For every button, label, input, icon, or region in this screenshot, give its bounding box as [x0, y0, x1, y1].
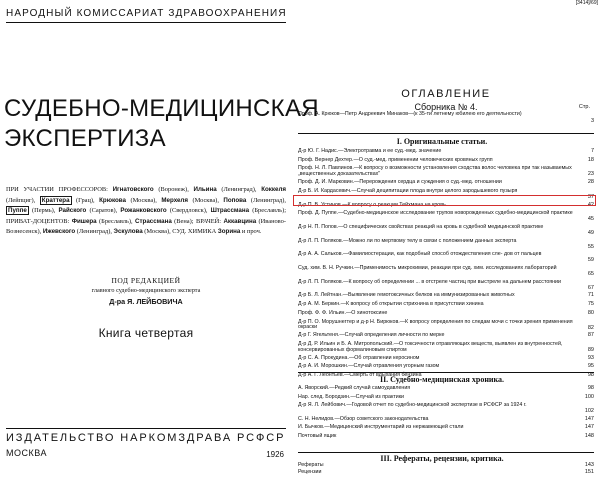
- toc-entry-page: 143: [584, 462, 594, 468]
- toc-entry-page: 147: [584, 415, 594, 422]
- participants-text: (Ленинград),: [75, 228, 114, 236]
- toc-entry: [298, 211, 598, 223]
- participant-name: Райского: [58, 207, 87, 215]
- participants-text: (Бреславль); ПРИВАТ-ДОЦЕНТОВ:: [6, 207, 286, 225]
- editor-role: главного судебно-медицинского эксперта: [91, 287, 201, 294]
- page-column-label: Стр.: [578, 104, 590, 110]
- toc-entry-text: Д-р Д. Р. Ильин и Б. А. Митропольский.—О токсичности отравляющих веществ, выявлен из внутренностей, консервированных формалиновым спиртом: [298, 340, 563, 353]
- toc-subtitle: Сборника № 4.: [414, 102, 478, 112]
- toc-entry: [298, 342, 598, 354]
- toc-entry-page: 89: [587, 346, 594, 353]
- toc-entry: [298, 395, 598, 402]
- toc-entry-text: Проф. Д. Пуппе.—Судебно-медицинское исследование трупов новорожденных судебно-медицинской практике: [298, 210, 573, 217]
- participants-text: (Грац),: [76, 196, 100, 204]
- toc-entry: [298, 280, 598, 292]
- toc-entry: [298, 266, 598, 278]
- publication-year: 1926: [266, 450, 284, 459]
- toc-entry-text: Д-р П. В. Устинов.—К вопросу о реакции Тейхмана на кровь: [298, 201, 446, 208]
- toc-entry: [298, 302, 598, 309]
- participants-text: (Вена); ВРАЧЕЙ:: [171, 217, 224, 225]
- toc-entry-page: 45: [587, 216, 594, 223]
- toc-entry-page: 98: [587, 372, 594, 378]
- participant-name: Эскулова: [113, 228, 143, 236]
- toc-entry-page: 87: [587, 332, 594, 339]
- participants-text: (Пермь),: [28, 207, 59, 215]
- toc-entry-text: Рефераты: [298, 462, 324, 468]
- toc-entry: [298, 252, 598, 264]
- toc-entry: [298, 333, 598, 340]
- participants-text: и проч.: [240, 228, 262, 236]
- participants-text: (Ленинград),: [216, 186, 257, 193]
- toc-entry-page: 82: [587, 324, 594, 331]
- toc-entry: [298, 364, 598, 371]
- toc-entry: [298, 434, 598, 441]
- participants-text: (Москва), СУД. ХИМИКА: [142, 228, 218, 236]
- toc-entry-text: Д-р А. Г. Леонтьев.—Смерть от вдыхания бензина: [298, 372, 422, 378]
- toc-entry-text: Д-р Н. П. Попов.—О специфических свойствах реакций на кровь в судебной медицинской практике: [298, 223, 544, 230]
- toc-entry-text: Д-р Л. П. Поляков.—К вопросу об определении ... в отстреле частиц при выстреле на дальнем расстоянии: [298, 278, 561, 285]
- toc-entry-page: 100: [584, 393, 594, 400]
- toc-entry-page: 67: [587, 284, 594, 291]
- toc-entry-page: 49: [587, 229, 594, 236]
- editor-name: Д-ра Я. ЛЕЙБОВИЧА: [109, 297, 183, 306]
- participants-text: (Лейпциг),: [6, 196, 40, 204]
- toc-entry-page: 95: [587, 363, 594, 370]
- toc-entry: [298, 470, 598, 477]
- toc-entry: [298, 386, 598, 393]
- toc-entry-text: Проф. Вернер Дехтер.—О суд.-мед. применении человеческих кровяных групп: [298, 156, 493, 163]
- toc-entry: [298, 356, 598, 363]
- toc-entry-page: 18: [587, 156, 594, 163]
- toc-entry-text: Проф. А. Крюков—Петр Андреевич Минаков—(к 35-ти летнему юбилею его деятельности): [298, 111, 522, 117]
- toc-entry-text: Д-р А. М. Беркин.—К вопросу об открытии стрихнина в присутствии хинина: [298, 301, 484, 308]
- toc-entry: [298, 239, 598, 251]
- toc-entry-text: Д-р Б. Л. Лейтнан.—Выявление гемотоксичных белков на иммунизированных животных: [298, 292, 515, 299]
- participant-name-boxed: Краттера: [41, 196, 70, 204]
- participants-text: (Саратов),: [86, 207, 121, 215]
- toc-entry-text: Д-р Г. Ягельтеня.—Случай определения личности по мерке: [298, 332, 445, 339]
- ministry-heading: НАРОДНЫЙ КОМИССАРИАТ ЗДРАВООХРАНЕНИЯ: [6, 8, 287, 19]
- bottom-rule: [6, 428, 286, 429]
- participant-name: Фишера: [71, 217, 97, 225]
- participant-name: Штрассмана: [210, 207, 250, 215]
- section-rule: [298, 133, 594, 134]
- toc-entry-page: 93: [587, 354, 594, 361]
- toc-entry-page: 102: [584, 408, 594, 414]
- toc-entry-page: 7: [590, 148, 594, 154]
- toc-entry-page: 55: [587, 243, 594, 250]
- book-title-line2: ЭКСПЕРТИЗА: [4, 125, 166, 152]
- participant-name: Страссмана: [135, 217, 172, 225]
- participants-text: (Воронеж),: [153, 186, 194, 193]
- participant-name: Попова: [223, 196, 247, 204]
- toc-entry-text: Д-р А. И. Морошкин.—Случай отравления угорным газом: [298, 363, 440, 370]
- toc-entry: [298, 311, 598, 318]
- publisher: ИЗДАТЕЛЬСТВО НАРКОМЗДРАВА РСФСР: [6, 432, 286, 444]
- toc-entry-page: 75: [587, 301, 594, 308]
- participant-name-boxed: Пуппе: [8, 207, 27, 215]
- section-heading-refs: III. Рефераты, рецензии, критика.: [380, 454, 504, 463]
- toc-entry: [298, 158, 598, 165]
- toc-entry-page: 98: [587, 385, 594, 391]
- section-heading-original: I. Оригинальные статьи.: [396, 137, 488, 146]
- participant-name: Ильина: [193, 186, 217, 193]
- toc-entry-text: Проф. Д. И. Марковин.—Перерождения сердца и суждения о суд.-мед. отношении: [298, 179, 502, 186]
- catalog-code: [3414]/69]: [575, 0, 598, 6]
- toc-entry-text: Д-р А. А. Сальков.—Фамилиостерации, как подобный способ отождествления сле- дов от пальцев: [298, 251, 542, 258]
- toc-entry-text: Проф. Н. Л. Павлинов.—К вопросу о возможности установления сходства волос человека при так называемых „вещественных доказательствах": [298, 165, 572, 178]
- toc-entry-page: 147: [584, 424, 594, 430]
- participants-text: ПРИ УЧАСТИИ ПРОФЕССОРОВ:: [6, 186, 113, 193]
- section-rule: [298, 452, 594, 453]
- toc-entry-text: Д-р Л. П. Поляков.—Можно ли по мертвому телу в связи с положением данных эксперта: [298, 237, 517, 244]
- toc-entry-page: 59: [587, 257, 594, 264]
- toc-entry-page: 23: [587, 171, 594, 178]
- toc-entry-page: 28: [587, 179, 594, 186]
- toc-entry-page: 80: [587, 309, 594, 316]
- toc-entry-text: А. Яворский.—Редкий случай самоудавления: [298, 385, 411, 391]
- toc-entry-page: 151: [584, 469, 594, 475]
- editor-label: ПОД РЕДАКЦИЕЙ: [111, 276, 181, 285]
- toc-entry-page: 65: [587, 271, 594, 277]
- top-rule: [6, 22, 286, 23]
- participant-name: Зорина: [217, 228, 241, 236]
- toc-entry: [298, 463, 598, 470]
- participants-text: (Москва),: [187, 196, 219, 204]
- toc-entry-text: Рецензии: [298, 469, 322, 475]
- toc-entry-text: С. Н. Нелидов.—Обзор советского законодательства: [298, 415, 429, 422]
- participants-list: [6, 185, 286, 238]
- toc-entry: [298, 225, 598, 237]
- toc-entry: [298, 112, 598, 124]
- participants-text: (Свердловск),: [166, 207, 211, 215]
- toc-entry-text: Д-р Я. Л. Лейбович.—Годовой отчет по судебно-медицинской экспертизе в РСФСР за 1924 г.: [298, 402, 527, 408]
- highlight-box: [293, 195, 596, 206]
- toc-entry-text: Д-р С. А. Прокудина.—Об отравлении керосином: [298, 354, 420, 361]
- toc-entry-text: И. Бычков.—Медицинский инструментарий из нержавеющей стали: [298, 424, 464, 430]
- participant-name: Коккеля: [261, 186, 286, 193]
- toc-entry-text: Д-р Б. И. Кардасевич.—Случай деципитации плода внутри целого зародышевого пузыря: [298, 187, 518, 194]
- participant-name: Крюкова: [99, 196, 126, 204]
- section-rule: [298, 372, 594, 373]
- toc-entry: [298, 320, 598, 332]
- participant-name: Аккавцина: [223, 217, 257, 225]
- toc-entry: [298, 149, 598, 156]
- participants-text: (Бреславль),: [96, 217, 133, 225]
- book-number: Книга четвертая: [98, 326, 194, 340]
- toc-entry-text: Почтовый ящик: [298, 432, 337, 439]
- toc-entry: [298, 166, 598, 178]
- toc-entry-text: Д-р Ю. Г. Надис.—Электротравма и ее суд.-мед. значение: [298, 148, 442, 154]
- toc-entry-page: 148: [584, 432, 594, 439]
- participant-name: Мерхеля: [161, 196, 188, 204]
- toc-entry-page: 42: [587, 201, 594, 208]
- toc-entry: [298, 403, 598, 415]
- toc-entry: [298, 180, 598, 187]
- toc-entry-text: Проф. Ф. Ф. Ильин.—О хинотоксине: [298, 309, 388, 316]
- toc-entry: [298, 425, 598, 432]
- participant-name: Ижевского: [42, 228, 76, 236]
- section-heading-chronicle: II. Судебно-медицинская хроника.: [379, 375, 505, 384]
- participants-text: (Ленинград),: [246, 196, 286, 204]
- toc-entry: [298, 417, 598, 424]
- book-title-line1: СУДЕБНО-МЕДИЦИНСКАЯ: [4, 95, 319, 122]
- participants-text: (Москва),: [125, 196, 162, 204]
- toc-entry-text: Суд. хим. В. Н. Ручкин.—Применимость микрохимии, реакции при суд. хим. исследованиях лабораторий: [298, 265, 557, 271]
- participant-name: Рожанковского: [120, 207, 167, 215]
- toc-page: [292, 0, 600, 475]
- participants-text: (Иваново-Вознесенск),: [6, 217, 286, 236]
- toc-entry-page: 71: [587, 292, 594, 299]
- toc-entry: [298, 293, 598, 300]
- toc-entry-text: Нар. след. Бородзин.—Случай из практики: [298, 393, 404, 400]
- participant-name: Игнатовского: [112, 186, 154, 193]
- toc-entry-page: 37: [587, 193, 594, 200]
- toc-entry-text: Д-р П. О. Морушнегтер и д-р Н. Бирюков.—К вопросу определения по следам мочи с точки зрения применения окраски: [298, 318, 573, 331]
- publication-city: МОСКВА: [6, 448, 47, 458]
- toc-entry-page: 3: [590, 118, 594, 124]
- toc-title: ОГЛАВЛЕНИЕ: [401, 88, 491, 100]
